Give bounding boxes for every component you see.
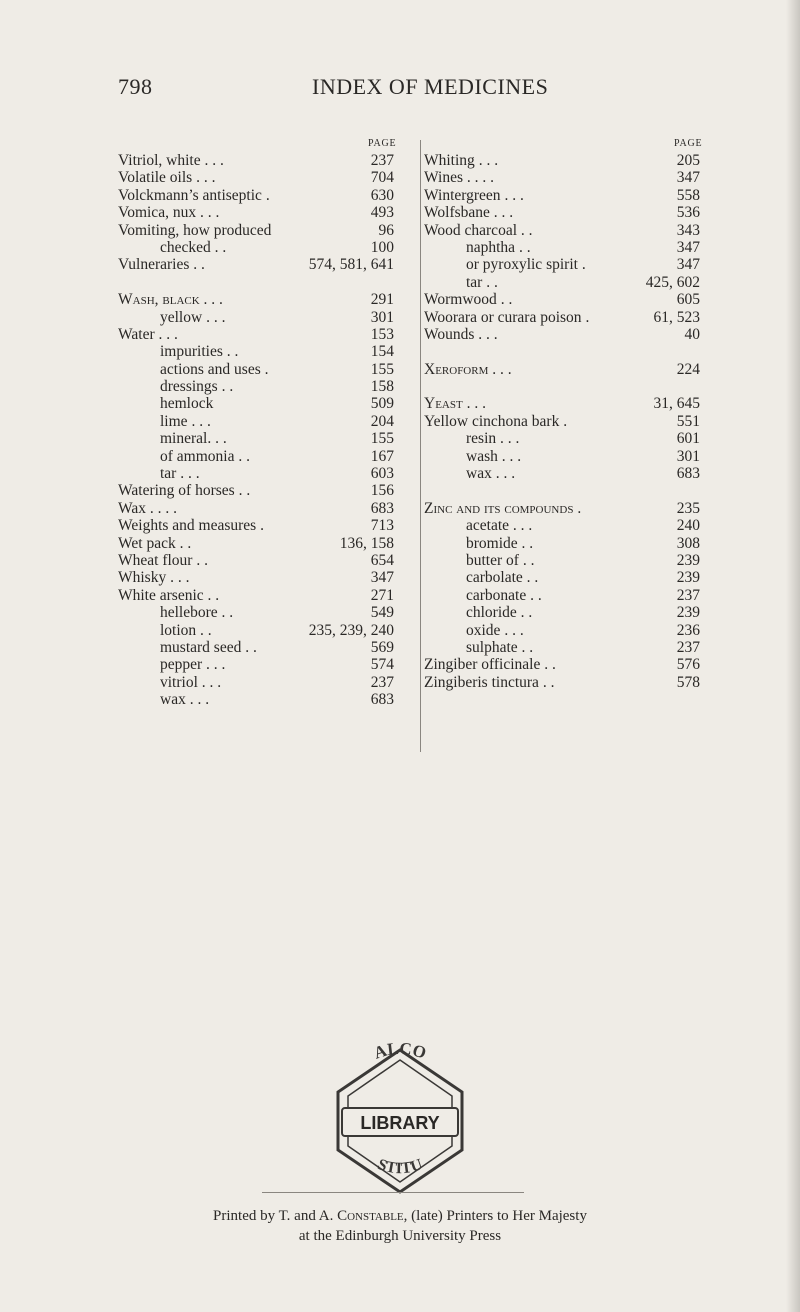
index-subentry — [118, 378, 416, 395]
index-subentry — [118, 691, 416, 708]
entry-term: mustard seed . . — [160, 638, 257, 656]
entry-page-ref: 343 — [676, 221, 700, 239]
entry-page-ref: 167 — [370, 447, 394, 465]
entry-page-ref: 574 — [370, 656, 394, 674]
entry-page-ref: 578 — [676, 673, 700, 691]
imprint-prefix: Printed by T. and A. — [213, 1208, 338, 1224]
entry-page-ref: 136, 158 — [339, 534, 394, 552]
index-entry — [424, 222, 722, 239]
index-entry — [118, 569, 416, 586]
index-entry — [424, 674, 722, 691]
entry-page-ref: 683 — [676, 465, 700, 483]
index-subentry — [424, 569, 722, 586]
entry-term: Zingiber officinale . . — [424, 656, 556, 674]
entry-term: pepper . . . — [160, 656, 226, 674]
entry-term: Wood charcoal . . — [424, 221, 533, 239]
entry-page-ref: 235, 239, 240 — [308, 621, 394, 639]
entry-page-ref: 347 — [676, 238, 700, 256]
entry-page-ref: 237 — [370, 152, 394, 169]
entry-term: bromide . . — [466, 534, 534, 552]
entry-page-ref: 61, 523 — [653, 308, 700, 326]
entry-page-ref: 271 — [370, 586, 394, 604]
entry-term: Wax . . . . — [118, 499, 178, 517]
entry-term: tar . . — [466, 273, 498, 291]
index-entry — [424, 413, 722, 430]
page-column-label: PAGE — [368, 138, 397, 149]
index-subentry — [118, 413, 416, 430]
entry-page-ref: 558 — [676, 186, 700, 204]
entry-term: carbolate . . — [466, 569, 539, 587]
index-subentry — [424, 274, 722, 291]
entry-page-ref: 574, 581, 641 — [308, 256, 394, 274]
entry-page-ref: 347 — [676, 169, 700, 187]
entry-page-ref: 301 — [370, 308, 394, 326]
index-subentry — [424, 239, 722, 256]
entry-term: lime . . . — [160, 412, 211, 430]
entry-term: lotion . . — [160, 621, 212, 639]
index-subentry — [118, 656, 416, 673]
index-subentry — [424, 448, 722, 465]
entry-page-ref: 235 — [676, 499, 700, 517]
entry-page-ref: 493 — [370, 204, 394, 222]
entry-page-ref: 158 — [370, 378, 394, 396]
printer-imprint — [0, 1208, 800, 1225]
index-subentry — [118, 239, 416, 256]
entry-term: Volatile oils . . . — [118, 169, 216, 187]
entry-page-ref: 536 — [676, 204, 700, 222]
entry-page-ref: 40 — [684, 325, 700, 343]
imprint-rule — [262, 1192, 524, 1193]
entry-term: Xeroform . . . — [424, 360, 512, 378]
index-subentry — [424, 622, 722, 639]
index-entry — [118, 169, 416, 186]
entry-page-ref: 704 — [370, 169, 394, 187]
index-subentry — [424, 552, 722, 569]
entry-term: sulphate . . — [466, 638, 534, 656]
entry-term: wash . . . — [466, 447, 522, 465]
entry-page-ref: 155 — [370, 430, 394, 448]
entry-term: checked . . — [160, 238, 227, 256]
index-subentry — [424, 517, 722, 534]
index-subentry — [118, 448, 416, 465]
entry-term: tar . . . — [160, 465, 200, 483]
index-subentry — [424, 430, 722, 447]
entry-term: Whisky . . . — [118, 569, 190, 587]
entry-page-ref: 654 — [370, 551, 394, 569]
entry-page-ref: 237 — [676, 638, 700, 656]
index-subentry — [118, 622, 416, 639]
entry-term: Volckmann’s antiseptic . — [118, 186, 270, 204]
index-subentry — [118, 674, 416, 691]
index-subentry — [118, 361, 416, 378]
entry-list-right — [424, 152, 722, 691]
entry-term: Whiting . . . — [424, 152, 499, 169]
entry-term: Zinc and its compounds . — [424, 499, 582, 517]
entry-term: Wolfsbane . . . — [424, 204, 514, 222]
entry-page-ref: 713 — [370, 517, 394, 535]
running-head — [0, 74, 800, 104]
index-subentry — [118, 430, 416, 447]
entry-page-ref: 240 — [676, 517, 700, 535]
entry-page-ref: 601 — [676, 430, 700, 448]
index-subentry — [118, 465, 416, 482]
entry-term: wax . . . — [160, 691, 210, 709]
entry-list-left — [118, 152, 416, 709]
entry-term: hellebore . . — [160, 604, 234, 622]
entry-page-ref: 603 — [370, 465, 394, 483]
index-subentry — [118, 604, 416, 621]
entry-page-ref: 31, 645 — [653, 395, 700, 413]
entry-page-ref: 683 — [370, 499, 394, 517]
entry-term: of ammonia . . — [160, 447, 250, 465]
entry-term: Wet pack . . — [118, 534, 192, 552]
entry-term: Vitriol, white . . . — [118, 152, 224, 169]
entry-term: Vomica, nux . . . — [118, 204, 220, 222]
entry-page-ref: 239 — [676, 604, 700, 622]
index-entry — [118, 482, 416, 499]
entry-term: vitriol . . . — [160, 673, 222, 691]
entry-term: mineral. . . — [160, 430, 227, 448]
index-subentry — [424, 535, 722, 552]
index-entry — [424, 169, 722, 186]
stamp-top-text: ALCO — [371, 1042, 429, 1063]
index-entry — [424, 291, 722, 308]
index-entry — [118, 535, 416, 552]
entry-term: hemlock — [160, 395, 214, 413]
entry-term: Wash, black . . . — [118, 291, 223, 309]
index-entry — [424, 500, 722, 517]
entry-page-ref: 205 — [676, 152, 700, 169]
entry-page-ref: 155 — [370, 360, 394, 378]
entry-page-ref: 308 — [676, 534, 700, 552]
index-subentry — [118, 309, 416, 326]
entry-page-ref: 569 — [370, 638, 394, 656]
index-entry — [424, 656, 722, 673]
entry-page-ref: 239 — [676, 551, 700, 569]
entry-term: actions and uses . — [160, 360, 269, 378]
index-subentry — [424, 465, 722, 482]
entry-term: dressings . . — [160, 378, 234, 396]
index-entry — [118, 256, 416, 273]
index-entry — [424, 187, 722, 204]
entry-page-ref: 239 — [676, 569, 700, 587]
index-entry — [118, 187, 416, 204]
entry-term: yellow . . . — [160, 308, 226, 326]
entry-page-ref: 630 — [370, 186, 394, 204]
index-entry — [118, 552, 416, 569]
entry-term: chloride . . — [466, 604, 533, 622]
entry-term: butter of . . — [466, 551, 535, 569]
index-entry — [424, 204, 722, 221]
entry-page-ref: 154 — [370, 343, 394, 361]
index-subentry — [118, 395, 416, 412]
index-entry — [424, 152, 722, 169]
entry-page-ref: 347 — [370, 569, 394, 587]
stamp-center-text: LIBRARY — [360, 1113, 440, 1133]
index-entry — [118, 291, 416, 308]
entry-term: acetate . . . — [466, 517, 533, 535]
index-entry — [424, 309, 722, 326]
index-subentry — [118, 639, 416, 656]
entry-term: Wintergreen . . . — [424, 186, 524, 204]
entry-page-ref: 301 — [676, 447, 700, 465]
entry-term: Yeast . . . — [424, 395, 486, 413]
entry-page-ref: 551 — [676, 412, 700, 430]
page-title: INDEX OF MEDICINES — [312, 74, 549, 99]
index-entry — [424, 361, 722, 378]
entry-page-ref: 156 — [370, 482, 394, 500]
entry-page-ref: 153 — [370, 325, 394, 343]
column-divider — [420, 140, 421, 752]
entry-term: Wounds . . . — [424, 325, 498, 343]
entry-page-ref: 100 — [370, 238, 394, 256]
entry-term: impurities . . — [160, 343, 239, 361]
index-entry — [118, 517, 416, 534]
index-subentry — [424, 587, 722, 604]
index-subentry — [118, 343, 416, 360]
entry-page-ref: 236 — [676, 621, 700, 639]
index-entry — [118, 152, 416, 169]
entry-page-ref: 509 — [370, 395, 394, 413]
entry-page-ref: 237 — [370, 673, 394, 691]
entry-term: Water . . . — [118, 325, 178, 343]
entry-page-ref: 291 — [370, 291, 394, 309]
entry-page-ref: 576 — [676, 656, 700, 674]
index-entry — [118, 326, 416, 343]
entry-term: Wormwood . . — [424, 291, 513, 309]
entry-term: or pyroxylic spirit . — [466, 256, 586, 274]
entry-page-ref: 224 — [676, 360, 700, 378]
index-entry — [118, 500, 416, 517]
page-column-label: PAGE — [674, 138, 703, 149]
page-number: 798 — [118, 74, 153, 99]
entry-term: wax . . . — [466, 465, 516, 483]
entry-term: carbonate . . — [466, 586, 542, 604]
entry-term: Wines . . . . — [424, 169, 494, 187]
entry-term: oxide . . . — [466, 621, 524, 639]
entry-term: resin . . . — [466, 430, 520, 448]
index-subentry — [424, 256, 722, 273]
entry-page-ref: 204 — [370, 412, 394, 430]
entry-term: Woorara or curara poison . — [424, 308, 590, 326]
index-entry — [118, 222, 416, 239]
entry-page-ref: 425, 602 — [645, 273, 700, 291]
index-entry — [118, 204, 416, 221]
imprint-suffix: , (late) Printers to Her Majesty — [403, 1208, 587, 1224]
entry-term: Wheat flour . . — [118, 551, 208, 569]
entry-page-ref: 347 — [676, 256, 700, 274]
entry-page-ref: 683 — [370, 691, 394, 709]
index-entry — [118, 587, 416, 604]
library-stamp — [312, 1042, 488, 1198]
entry-page-ref: 605 — [676, 291, 700, 309]
index-entry — [424, 326, 722, 343]
index-subentry — [424, 639, 722, 656]
entry-term: naphtha . . — [466, 238, 531, 256]
entry-page-ref: 96 — [378, 221, 394, 239]
entry-term: Weights and measures . — [118, 517, 264, 535]
imprint-firm: Constable — [337, 1208, 404, 1224]
page-edge-shadow — [786, 0, 800, 1312]
entry-term: Watering of horses . . — [118, 482, 251, 500]
entry-term: Yellow cinchona bark . — [424, 412, 568, 430]
entry-term: Zingiberis tinctura . . — [424, 673, 555, 691]
entry-page-ref: 549 — [370, 604, 394, 622]
entry-term: Vomiting, how produced — [118, 221, 272, 239]
stamp-bottom-text: STITU — [375, 1156, 425, 1178]
index-entry — [424, 395, 722, 412]
printer-imprint-line2: at the Edinburgh University Press — [298, 1228, 502, 1244]
index-subentry — [424, 604, 722, 621]
entry-term: Vulneraries . . — [118, 256, 205, 274]
entry-page-ref: 237 — [676, 586, 700, 604]
entry-term: White arsenic . . — [118, 586, 220, 604]
